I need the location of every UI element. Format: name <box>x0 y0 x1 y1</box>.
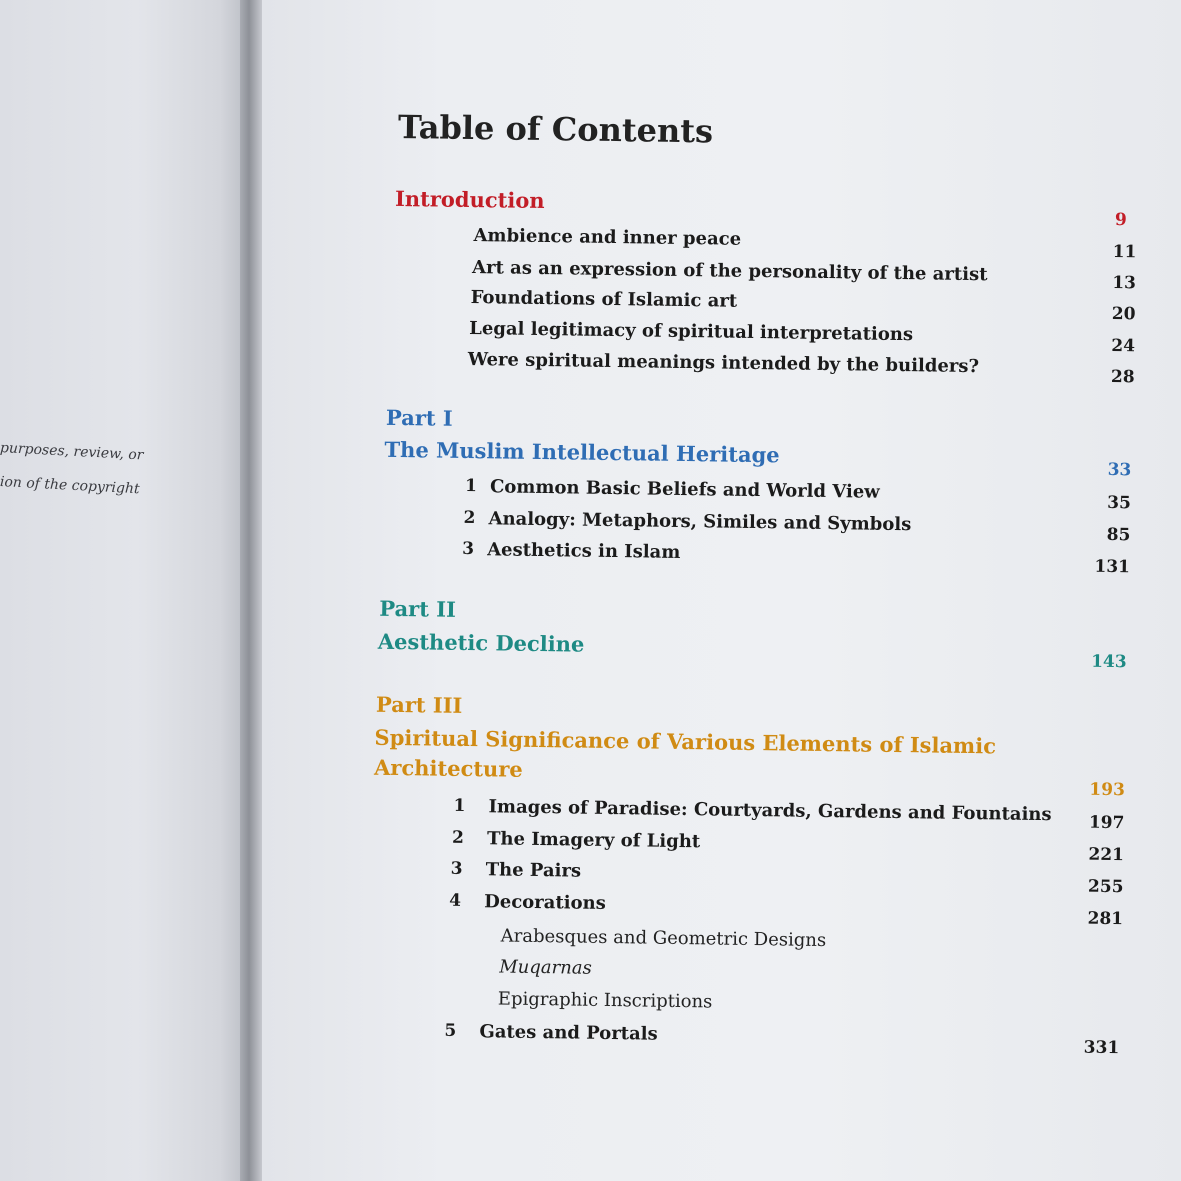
part1-page-number: 33 <box>1107 459 1132 481</box>
chapter-page: 255 <box>1087 876 1124 898</box>
page-title: Table of Contents <box>397 107 714 151</box>
part2-page-number: 143 <box>1091 651 1127 673</box>
subsection-title: Arabesques and Geometric Designs <box>500 925 827 952</box>
chapter-page: 281 <box>1087 908 1124 930</box>
chapter-title: Gates and Portals <box>479 1021 658 1045</box>
part1-label: Part I <box>385 404 453 431</box>
chapter-number: 4 <box>449 890 462 911</box>
chapter-number: 2 <box>463 507 476 529</box>
chapter-page: 85 <box>1106 524 1131 546</box>
toc-entry: Ambience and inner peace <box>473 225 742 250</box>
part3-title-line2: Architecture <box>373 754 523 782</box>
chapter-page: 197 <box>1088 812 1125 834</box>
part2-title: Aesthetic Decline <box>377 628 585 657</box>
chapter-number: 5 <box>444 1020 457 1041</box>
chapter-number: 3 <box>450 858 463 879</box>
chapter-title: Images of Paradise: Courtyards, Gardens and Fountains <box>488 796 1052 826</box>
toc-entry: Legal legitimacy of spiritual interpretations <box>469 317 914 346</box>
chapter-number: 2 <box>451 827 465 848</box>
subsection-title: Muqarnas <box>499 956 592 979</box>
chapter-page: 35 <box>1107 492 1131 514</box>
chapter-title: The Pairs <box>485 859 582 882</box>
subsection-title: Epigraphic Inscriptions <box>497 988 713 1013</box>
chapter-title: Analogy: Metaphors, Similes and Symbols <box>488 508 912 536</box>
left-page-text-line: purposes, review, or <box>0 440 144 464</box>
toc-entry-page: 11 <box>1112 241 1137 263</box>
toc-entry-page: 24 <box>1111 335 1136 357</box>
chapter-title: The Imagery of Light <box>486 828 701 853</box>
introduction-page-number: 9 <box>1114 209 1127 231</box>
part3-title-line1: Spiritual Significance of Various Elements of Islamic <box>374 724 997 759</box>
left-page-text-line: ion of the copyright <box>0 474 140 498</box>
chapter-title: Common Basic Beliefs and World View <box>489 476 880 503</box>
toc-entry-page: 13 <box>1112 272 1137 294</box>
toc-entry: Were spiritual meanings intended by the builders? <box>467 348 980 378</box>
chapter-number: 1 <box>453 795 466 816</box>
toc-entry: Foundations of Islamic art <box>470 287 738 312</box>
part1-title: The Muslim Intellectual Heritage <box>384 436 780 468</box>
part3-page-number: 193 <box>1089 779 1125 801</box>
chapter-title: Decorations <box>484 891 606 914</box>
chapter-page: 131 <box>1094 556 1131 578</box>
toc-entry-page: 28 <box>1110 366 1135 388</box>
toc-entry-page: 20 <box>1111 303 1136 325</box>
part2-label: Part II <box>379 595 457 622</box>
chapter-title: Aesthetics in Islam <box>487 539 681 563</box>
chapter-number: 1 <box>464 475 478 497</box>
toc-entry: Art as an expression of the personality of the artist <box>471 257 988 286</box>
chapter-page: 221 <box>1088 844 1125 866</box>
introduction-heading: Introduction <box>394 185 545 214</box>
chapter-number: 3 <box>462 538 475 560</box>
part3-label: Part III <box>375 691 463 718</box>
chapter-page: 331 <box>1083 1037 1120 1059</box>
